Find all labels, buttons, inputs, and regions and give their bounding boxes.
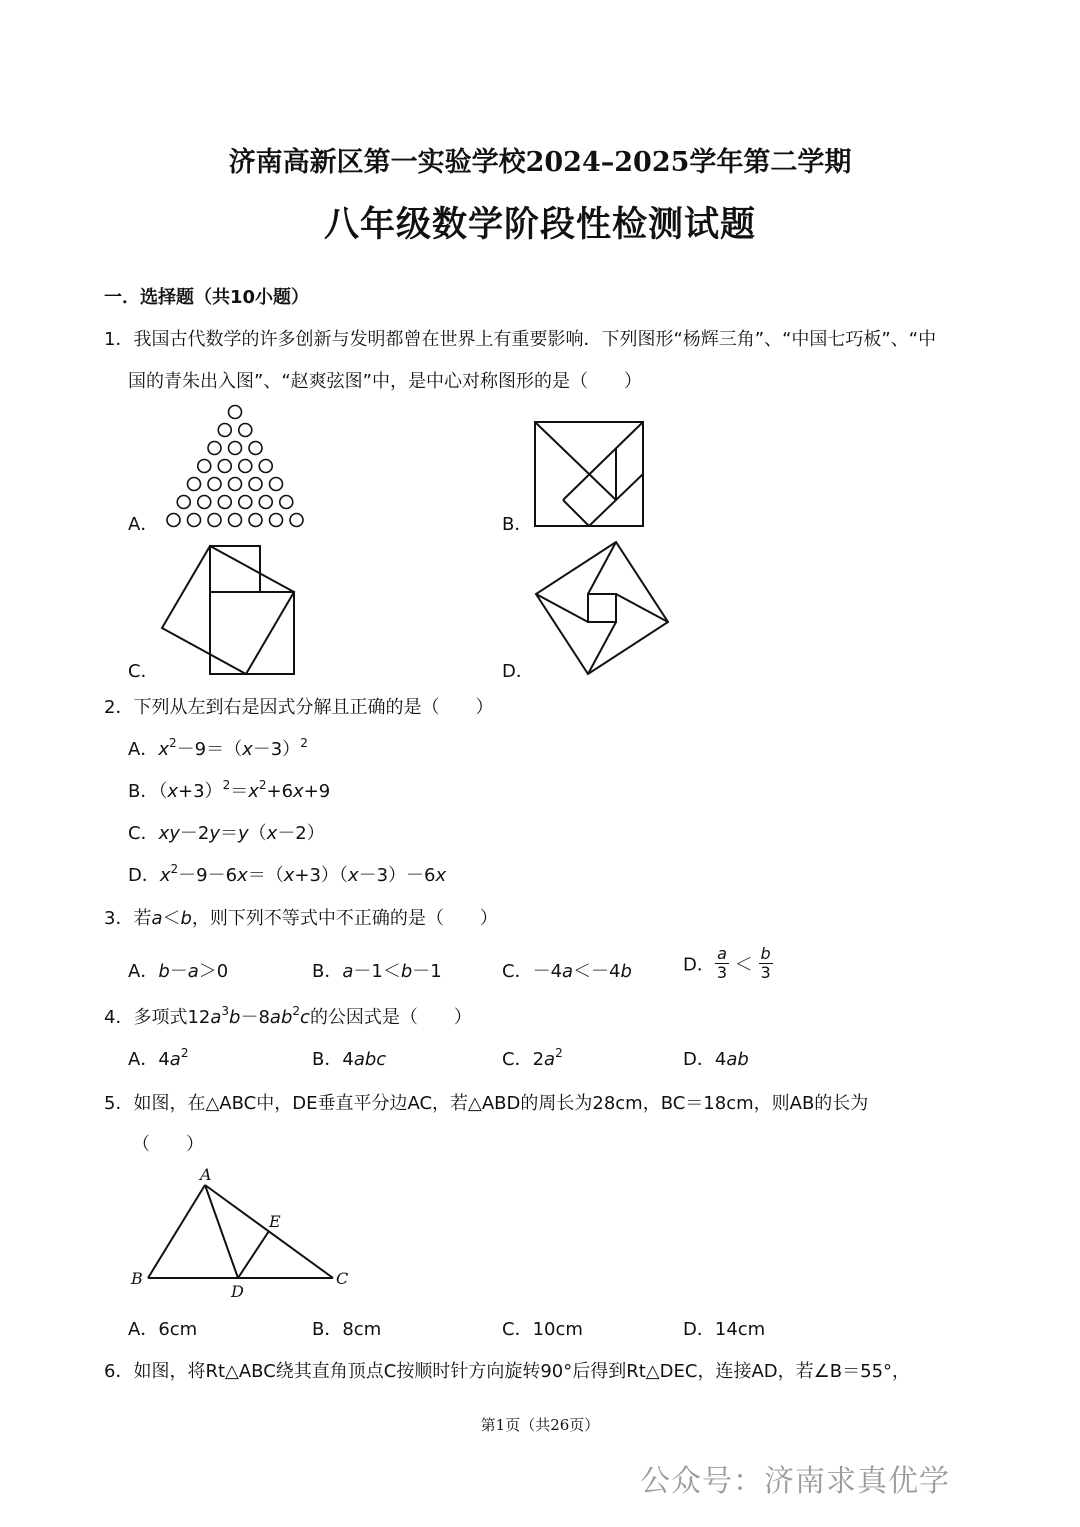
yanghui-circle — [249, 514, 262, 527]
q3-option-c-expr: －4a＜－4b — [532, 961, 632, 982]
q3-condition: a＜b — [151, 908, 192, 929]
q4-option-a-expr: $4a^2$ — [158, 1046, 189, 1070]
q4-option-d — [683, 1045, 749, 1071]
q2-stem: 2．下列从左到右是因式分解且正确的是（ ） — [104, 697, 494, 718]
q5-option-c-label: C． — [502, 1319, 533, 1340]
q4-option-d-expr: 4ab — [714, 1049, 749, 1070]
yanghui-circle — [218, 460, 231, 473]
q3-option-a-label: A． — [128, 961, 159, 982]
q1-option-c-label: C． — [128, 661, 159, 682]
q3-prefix: 3．若 — [104, 908, 152, 929]
q4-polynomial: $12a^3b-8ab^2c$ — [187, 1004, 310, 1028]
yanghui-circle — [239, 424, 252, 437]
q1-stem-line2: 国的青朱出入图”、“赵爽弦图”中，是中心对称图形的是（ ） — [128, 371, 642, 392]
yanghui-circle — [280, 496, 293, 509]
yanghui-circle — [229, 514, 242, 527]
q1-option-b-label: B． — [502, 514, 533, 535]
qingzhu-churu-figure — [158, 540, 300, 676]
q1-option-d-label: D． — [502, 661, 534, 682]
q2-option-a-expr: $x^2-9=(x-3)^2$ — [158, 736, 308, 760]
yanghui-circle — [229, 478, 242, 491]
yanghui-circle — [249, 442, 262, 455]
yanghui-circle — [218, 424, 231, 437]
yanghui-circle — [167, 514, 180, 527]
yanghui-circle — [229, 442, 242, 455]
q2-option-c-label: C． — [128, 823, 159, 844]
q3-option-d: D． $\frac{a}{3}$ ＜ $\frac{b}{3}$ — [683, 944, 771, 982]
q4-option-b-expr: 4abc — [342, 1049, 387, 1070]
yanghui-circle — [188, 478, 201, 491]
q4-option-d-label: D． — [683, 1049, 715, 1070]
q3-stem — [104, 904, 498, 930]
point-a-label: A — [200, 1165, 212, 1184]
q5-option-b-value: 8cm — [342, 1319, 382, 1340]
point-b-label: B — [131, 1269, 143, 1288]
q5-stem-line2: （ ） — [132, 1134, 204, 1155]
q4-option-a-label: A． — [128, 1049, 159, 1070]
q3-option-b-expr: a－1＜b－1 — [342, 961, 442, 982]
point-e-label: E — [269, 1212, 281, 1231]
point-c-label: C — [336, 1269, 349, 1288]
q2-option-b — [128, 777, 330, 803]
q5-option-d-label: D． — [683, 1319, 715, 1340]
yanghui-circle — [270, 478, 283, 491]
tangram-figure — [530, 418, 650, 530]
q3-option-c-label: C． — [502, 961, 533, 982]
q3-option-d-frac-b: $\frac{b}{3}$ — [760, 944, 771, 982]
q5-option-d — [683, 1315, 765, 1341]
q4-option-b — [312, 1045, 386, 1071]
exam-title-line1: 济南高新区第一实验学校2024–2025学年第二学期 — [228, 147, 852, 178]
q1-stem-line1: 1．我国古代数学的许多创新与发明都曾在世界上有重要影响．下列图形“杨辉三角”、“中国七巧板”、“中 — [104, 329, 937, 350]
q5-option-a-value: 6cm — [158, 1319, 198, 1340]
q4-option-a — [128, 1045, 188, 1071]
yanghui-circle — [270, 514, 283, 527]
q5-option-b-label: B． — [312, 1319, 343, 1340]
q3-suffix: ，则下列不等式中不正确的是（ ） — [191, 908, 498, 929]
yanghui-circle — [208, 478, 221, 491]
q2-option-c — [128, 819, 325, 845]
yanghui-circle — [259, 496, 272, 509]
q4-option-c-expr: $2a^2$ — [532, 1046, 563, 1070]
q5-stem-line1: 5．如图，在△ABC中，DE垂直平分边AC，若△ABD的周长为28cm，BC＝18cm，则AB的长为 — [104, 1093, 869, 1114]
q2-option-d — [128, 861, 446, 887]
q4-option-c-label: C． — [502, 1049, 533, 1070]
yanghui-circle — [249, 478, 262, 491]
yanghui-circle — [208, 514, 221, 527]
zhaoshuang-chord-figure — [532, 538, 672, 678]
q5-option-d-value: 14cm — [714, 1319, 766, 1340]
yanghui-circle — [198, 460, 211, 473]
yanghui-circle — [239, 460, 252, 473]
triangle-abc-figure — [128, 1165, 358, 1305]
yanghui-circle — [259, 460, 272, 473]
yanghui-circle — [177, 496, 190, 509]
q4-option-c — [502, 1045, 563, 1071]
exam-title-line2: 八年级数学阶段性检测试题 — [323, 204, 756, 245]
q4-prefix: 4．多项式 — [104, 1007, 188, 1028]
yanghui-triangle-figure — [155, 400, 315, 530]
q2-option-c-expr: xy－2y＝y（x－2） — [158, 823, 325, 844]
q3-option-b-label: B． — [312, 961, 343, 982]
q3-option-d-label: D． — [683, 954, 715, 976]
watermark: 公众号：济南求真优学 — [640, 1464, 950, 1499]
yanghui-circle — [290, 514, 303, 527]
page-footer: 第1页（共26页） — [480, 1416, 600, 1434]
q3-option-a — [128, 957, 228, 983]
section-heading: 一．选择题（共10小题） — [104, 287, 310, 308]
q5-option-c-value: 10cm — [532, 1319, 583, 1340]
q3-option-d-frac-a: $\frac{a}{3}$ — [716, 944, 728, 982]
yanghui-circle — [208, 442, 221, 455]
yanghui-circle — [188, 514, 201, 527]
q2-option-b-expr: $(x+3)^2=x^2+6x+9$ — [158, 778, 331, 802]
q3-option-b — [312, 957, 442, 983]
yanghui-circle — [239, 496, 252, 509]
q2-option-d-label: D． — [128, 865, 160, 886]
point-d-label: D — [231, 1282, 244, 1301]
q2-option-d-expr: $x^2-9-6x=(x+3)(x-3)-6x$ — [159, 862, 447, 886]
q6-stem-line1: 6．如图，将Rt△ABC绕其直角顶点C按顺时针方向旋转90°后得到Rt△DEC，连接AD，若∠B＝55°， — [104, 1361, 911, 1382]
q5-option-a-label: A． — [128, 1319, 159, 1340]
q1-option-a-label: A． — [128, 514, 159, 535]
q2-option-a — [128, 735, 308, 761]
q4-suffix: 的公因式是（ ） — [309, 1007, 472, 1028]
q2-option-b-label: B． — [128, 781, 159, 802]
q5-option-a — [128, 1315, 197, 1341]
q3-option-c — [502, 957, 632, 983]
q4-option-b-label: B． — [312, 1049, 343, 1070]
q4-stem — [104, 1003, 472, 1029]
yanghui-circle — [229, 406, 242, 419]
q5-option-b — [312, 1315, 381, 1341]
yanghui-circle — [198, 496, 211, 509]
q5-option-c — [502, 1315, 583, 1341]
q2-option-a-label: A． — [128, 739, 159, 760]
yanghui-circle — [218, 496, 231, 509]
q3-option-a-expr: b－a＞0 — [158, 961, 229, 982]
